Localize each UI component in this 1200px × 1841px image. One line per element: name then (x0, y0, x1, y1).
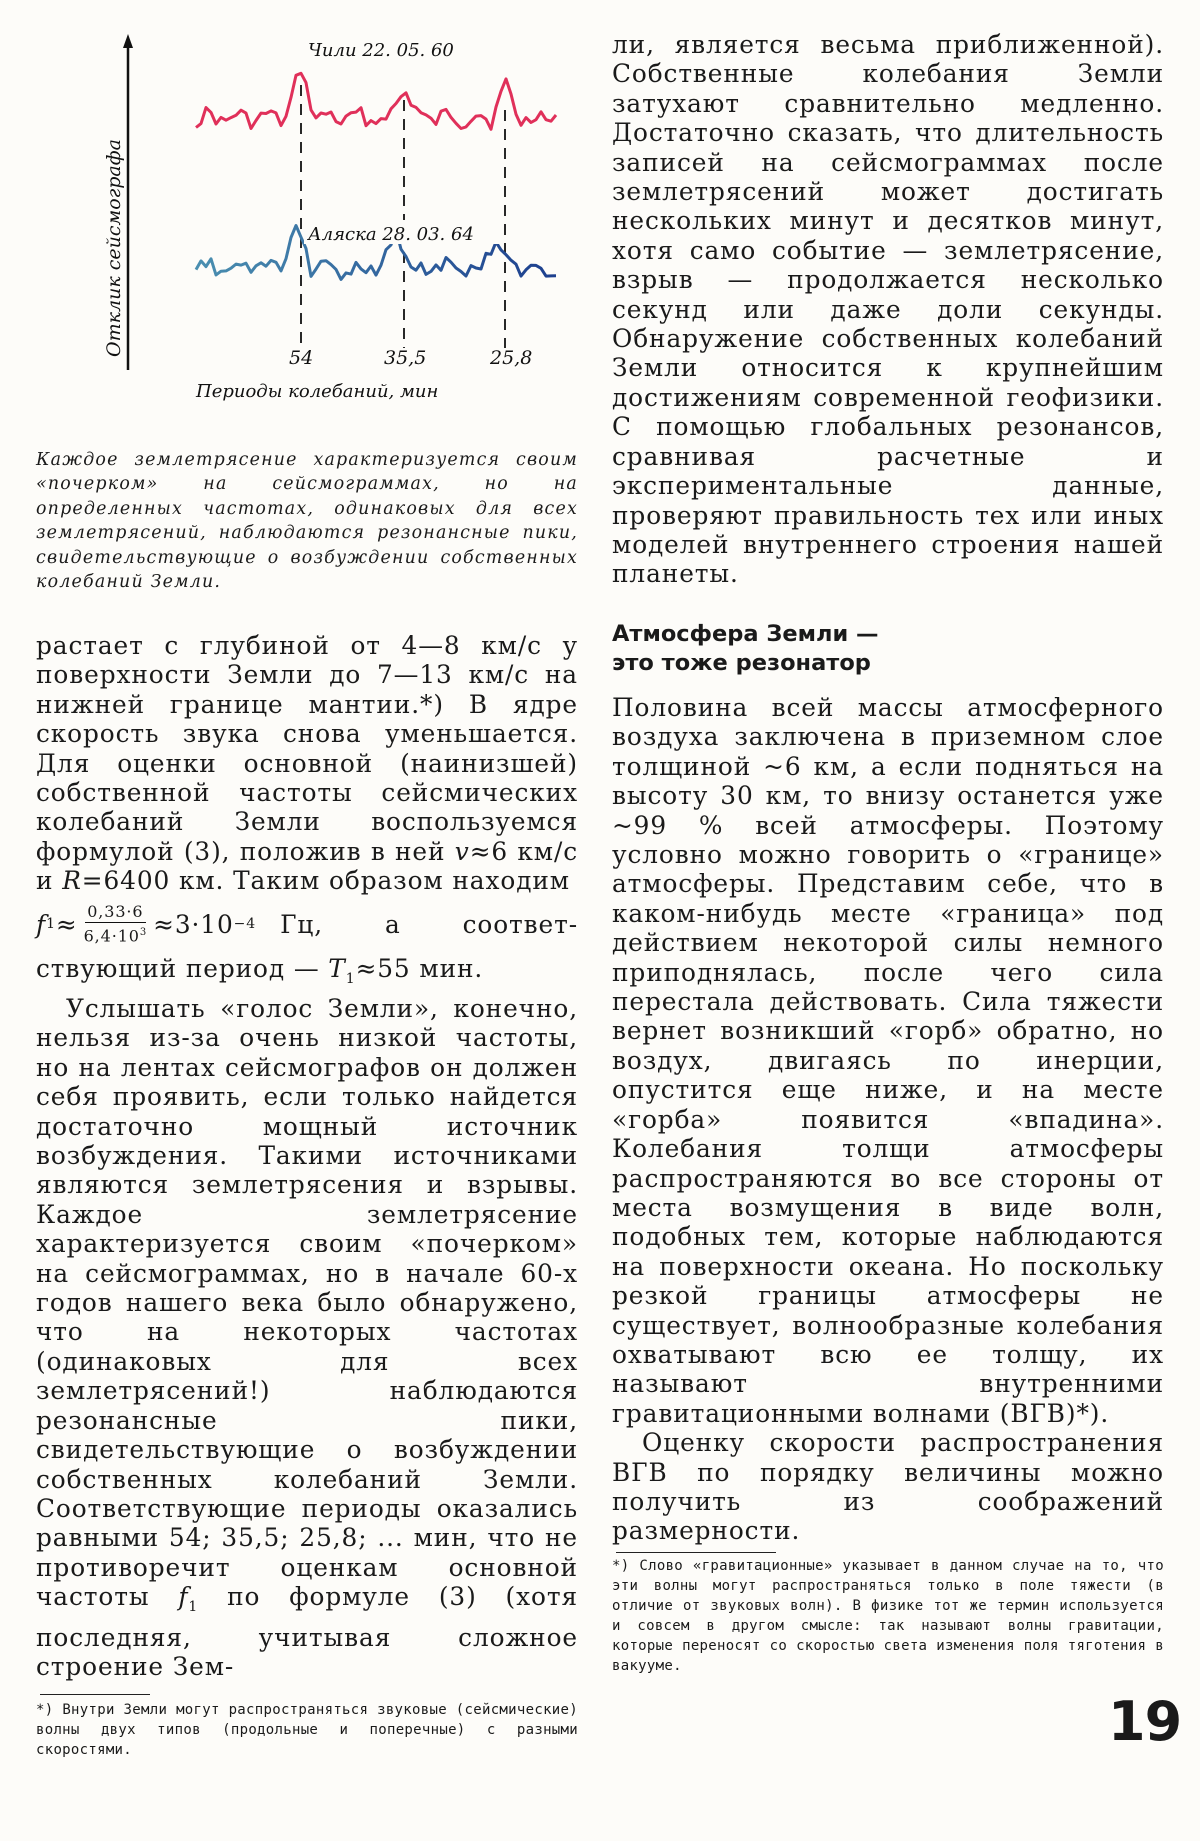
period-label-54: 54 (289, 347, 314, 369)
section-heading-line-1: Атмосфера Земли — (612, 621, 879, 647)
right-paragraph-1: Половина всей массы атмосферного воздуха заключена в приземном слое толщиной ~6 км, а если подняться на высоту 30 км, то внизу останется уже ~99 % всей атмосферы. Поэтому условно можно говорить о «границе» атмосферы. Представим себе, что в каком-нибудь месте «граница» под действием некоторой силы немного приподнялась, после чего сила перестала действовать. Сила тяжести вернет возникший «горб» обратно, но воздух, двигаясь по инерции, опустится еще ниже, и на месте «горба» появится «впадина». Колебания толщи атмосферы распространяются во все стороны от места возмущения в виде волн, подобных тем, которые наблюдаются на поверхности океана. Но поскольку резкой границы атмосферы не существует, волнообразные колебания охватывают всю ее толщу, их называют внутренними гравитационными волнами (ВГВ)*). (612, 693, 1164, 1428)
left-footnote-rule (40, 1694, 150, 1695)
left-paragraph-formula: растает с глубиной от 4—8 км/с у поверхности Земли до 7—13 км/с на нижней границе мантии.*) В ядре скорость звука снова уменьшается. Для оценки основной (наинизшей) собственной частоты сейсмических колебаний Земли воспользуемся формулой (3), положив в ней v≈6 км/с и R=6400 км. Таким образом находим (36, 631, 578, 896)
fraction: $\frac{0,33\cdot 6}{6,4\cdot 10^3}$ (83, 902, 148, 946)
chile-trace (196, 73, 556, 129)
y-axis-label: Отклик сейсмографа (103, 139, 125, 357)
seismogram-figure (96, 30, 596, 410)
left-paragraph-2: Услышать «голос Земли», конечно, нельзя из-за очень низкой частоты, но на лентах сейсмографов он должен себя проявить, если только найдется достаточно мощный источник возбуждения. Такими источниками являются землетрясения и взрывы. Каждое землетрясение характеризуется своим «почерком» на сейсмограммах, но в начале 60-х годов нашего века было обнаружено, что на некоторых частотах (одинаковых для всех землетрясений!) наблюдаются резонансные пики, свидетельствующие о возбуждении собственных колебаний Земли. Соответствующие периоды оказались равными 54; 35,5; 25,8; ... мин, что не противоречит оценкам основной частоты $f_1$ по формуле (3) (хотя последняя, учитывая сложное строение Зем- (36, 994, 578, 1681)
seismogram-chart (96, 30, 596, 410)
left-paragraph-period: ствующий период — $T_1\approx 55$ мин. (36, 953, 484, 987)
trace1-label: Чили 22. 05. 60 (308, 40, 454, 61)
right-paragraph-2: Оценку скорости распространения ВГВ по порядку величины можно получить из соображений размерности. (612, 1428, 1164, 1546)
y-axis-arrow (123, 34, 133, 48)
period-label-25-8: 25,8 (490, 347, 533, 369)
left-footnote: *) Внутри Земли могут распространяться звуковые (сейсмические) волны двух типов (продольные и поперечные) с разными скоростями. (36, 1702, 578, 1758)
page-number: 19 (1108, 1690, 1182, 1753)
left-body-text (36, 631, 578, 1681)
caption-text: Каждое землетрясение характеризуется своим «почерком» на сейсмограммах, но на определенных частотах, одинаковых для всех землетрясений, наблюдаются резонансные пики, свидетельствующие о возбуждении собственных колебаний Земли. (36, 450, 578, 593)
right-footnote-rule (616, 1552, 776, 1553)
right-body-text (612, 693, 1164, 1546)
trace2-label: Аляска 28. 03. 64 (308, 224, 474, 245)
right-paragraph-top: ли, является весьма приближенной). Собственные колебания Земли затухают сравнительно медленно. Достаточно сказать, что длительность записей на сейсмограммах после землетрясений может достигать нескольких минут и десятков минут, хотя само событие — землетрясение, взрыв — продолжается несколько секунд или даже доли секунды. Обнаружение собственных колебаний Земли относится к крупнейшим достижениям современной геофизики. С помощью глобальных резонансов, сравнивая расчетные и экспериментальные данные, проверяют правильность тех или иных моделей внутреннего строения нашей планеты. (612, 30, 1164, 589)
x-axis-label: Периоды колебаний, мин (196, 381, 439, 402)
section-heading-line-2: это тоже резонатор (612, 650, 871, 676)
formula-line: f 1 ≈ $\frac{0,33\cdot 6}{6,4\cdot 10^3}$ ≈3·10 −4 Гц, а соответ- (36, 902, 578, 946)
period-label-35-5: 35,5 (384, 347, 427, 369)
section-heading (612, 620, 1164, 678)
figure-caption (36, 448, 578, 594)
right-top-text (612, 30, 1164, 589)
right-footnote: *) Слово «гравитационные» указывает в данном случае на то, что эти волны могут распространяться только в поле тяжести (в отличие от звуковых волн). В физике тот же термин используется и совсем в другом смысле: так называют волны гравитации, которые переносят со скоростью света изменения поля тяготения в вакууме. (612, 1558, 1164, 1674)
